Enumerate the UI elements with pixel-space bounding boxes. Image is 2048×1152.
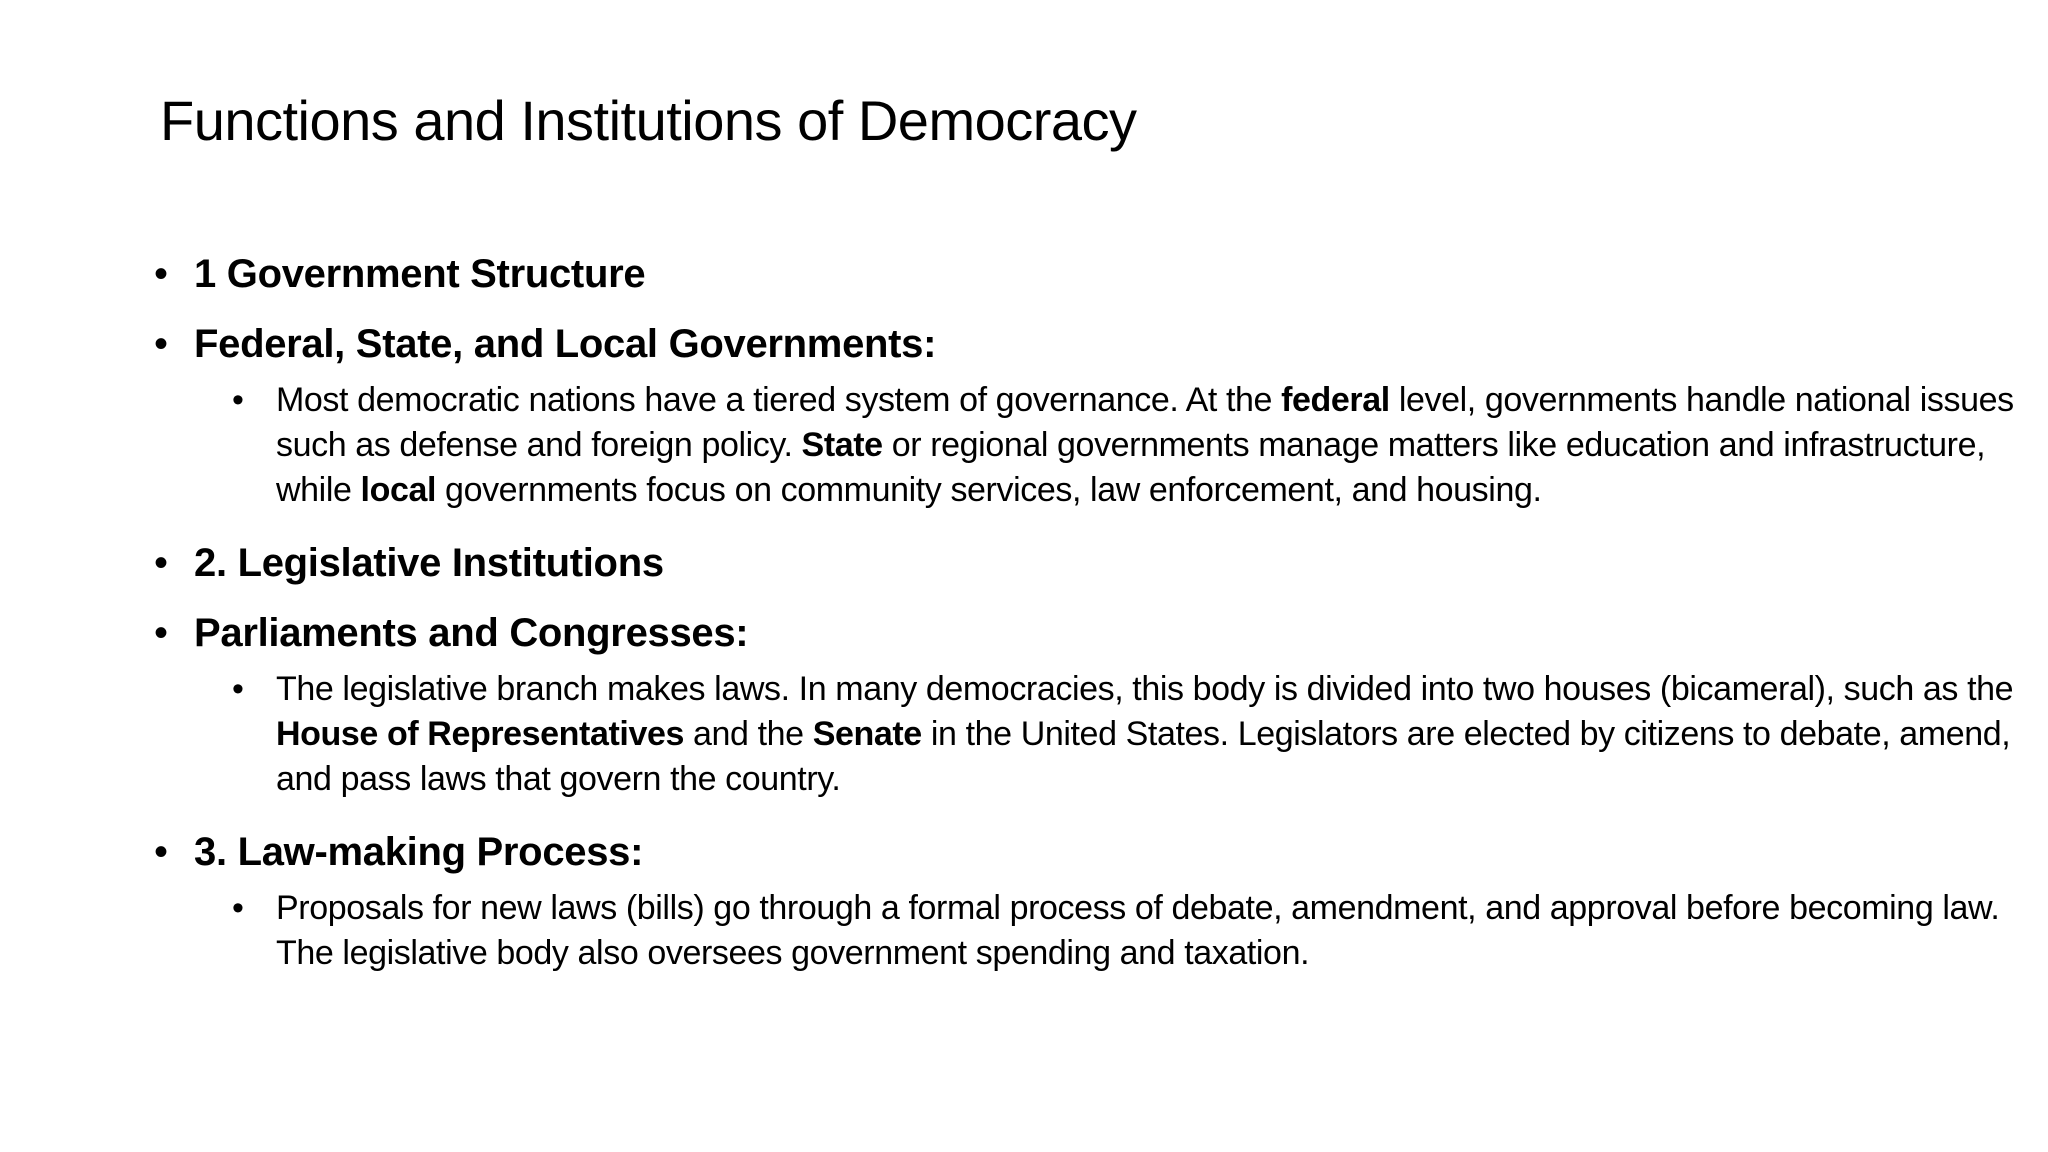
bullet-government-structure <box>152 250 1912 298</box>
heading-text: 1 Government Structure <box>194 252 646 296</box>
bullet-legislative-institutions <box>152 539 1912 587</box>
sub-text-bold: State <box>801 426 883 464</box>
bullet-parliaments-congresses <box>152 609 1912 657</box>
sub-bullet-bills-process <box>152 886 2048 976</box>
sub-text: level, governments handle national issues such as defense and foreign policy. <box>276 381 2014 464</box>
heading-text: 2. Legislative Institutions <box>194 541 664 585</box>
sub-bullet-glyph: • <box>232 670 244 708</box>
heading-text: Federal, State, and Local Governments: <box>194 322 937 366</box>
bullet-glyph: • <box>154 830 168 874</box>
bullet-glyph: • <box>154 252 168 296</box>
bullet-law-making-process <box>152 828 1912 876</box>
bullet-glyph: • <box>154 322 168 366</box>
sub-text-bold: local <box>360 471 437 509</box>
sub-text: or regional governments manage matters like education and infrastructure, while <box>276 426 1986 509</box>
sub-bullet-legislative-branch <box>152 667 2048 802</box>
bullet-glyph: • <box>154 541 168 585</box>
sub-text: Most democratic nations have a tiered system of governance. At the <box>276 381 1282 419</box>
bullet-federal-state-local <box>152 320 1912 368</box>
sub-text-bold: Senate <box>812 715 922 753</box>
sub-text: governments focus on community services, law enforcement, and housing. <box>436 471 1542 509</box>
heading-text: Parliaments and Congresses: <box>194 611 749 655</box>
sub-text: Proposals for new laws (bills) go through a formal process of debate, amendment, and approval before becoming law. The legislative body also oversees government spending and taxation. <box>276 889 2000 972</box>
sub-text: The legislative branch makes laws. In many democracies, this body is divided into two houses (bicameral), such as the <box>276 670 2014 708</box>
sub-text: in the United States. Legislators are elected by citizens to debate, amend, and pass laws that govern the country. <box>276 715 2011 798</box>
sub-bullet-tiered-governance <box>152 378 2048 513</box>
sub-bullet-glyph: • <box>232 381 244 419</box>
sub-text-bold: federal <box>1281 381 1390 419</box>
bullet-glyph: • <box>154 611 168 655</box>
sub-text: and the <box>683 715 813 753</box>
slide-title: Functions and Institutions of Democracy <box>160 89 1137 152</box>
slide-body <box>152 250 2014 1002</box>
sub-bullet-glyph: • <box>232 889 244 927</box>
sub-text-bold: House of Representatives <box>276 715 684 753</box>
heading-text: 3. Law-making Process: <box>194 830 644 874</box>
